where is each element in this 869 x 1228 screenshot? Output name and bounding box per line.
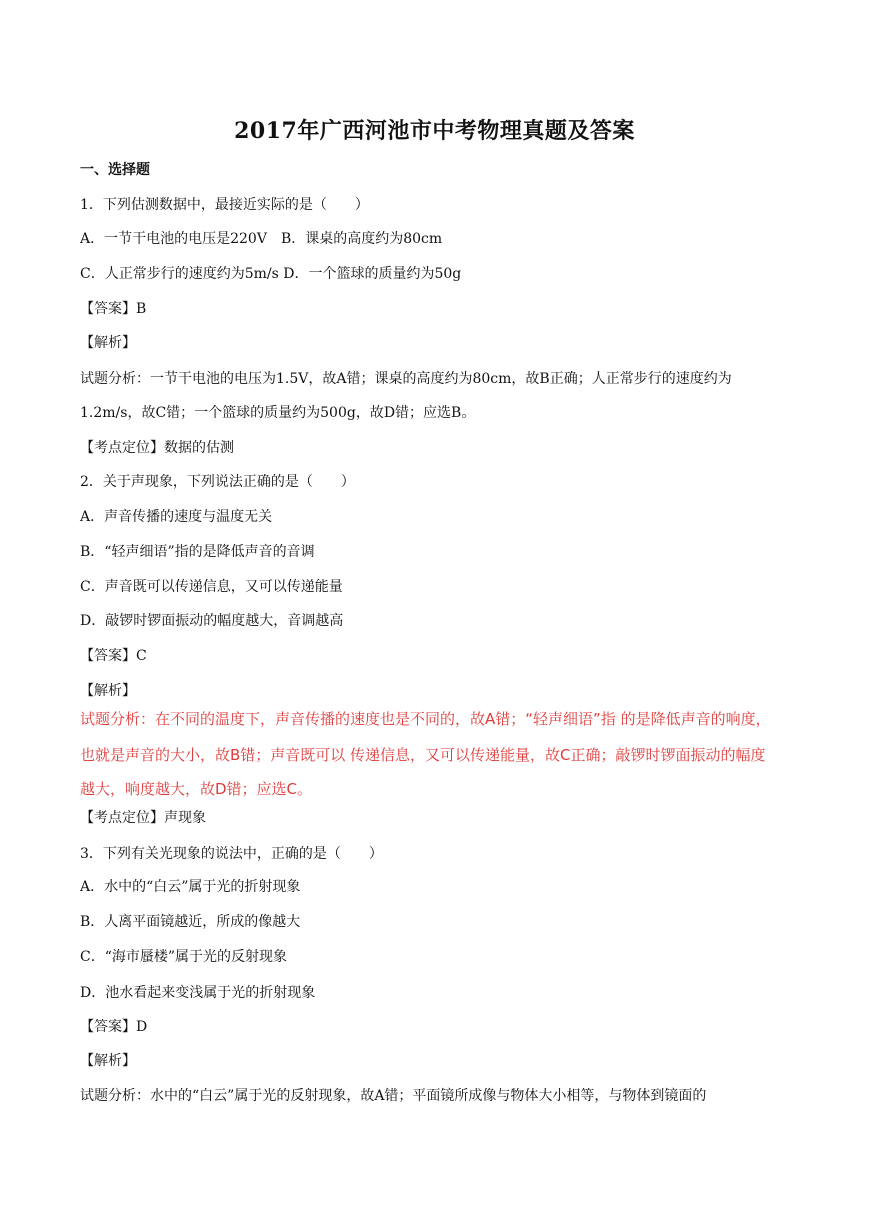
q2-analysis-line-3: 越大，响度越大，故D错；应选C。 (80, 780, 313, 798)
q2-stem: 2．关于声现象，下列说法正确的是（ ） (80, 474, 355, 490)
q3-option-d: D．池水看起来变浅属于光的折射现象 (80, 985, 316, 1001)
q1-analysis-line-2: 1.2m/s，故C错；一个篮球的质量约为500g，故D错；应选B。 (80, 405, 476, 421)
q2-analysis-line-1: 试题分析：在不同的温度下，声音传播的速度也是不同的，故A错；“轻声细语”指 的是降低声音的响度， (80, 710, 771, 728)
q2-knowledge-point: 【考点定位】声现象 (80, 810, 206, 826)
section-heading: 一、选择题 (80, 162, 150, 178)
q2-analysis-line-2: 也就是声音的大小，故B错；声音既可以 传递信息，又可以传递能量，故C正确；敲锣时锣面振动的幅度 (80, 746, 766, 764)
q3-option-c: C．“海市蜃楼”属于光的反射现象 (80, 949, 288, 965)
q2-option-b: B．“轻声细语”指的是降低声音的音调 (80, 544, 315, 560)
page-title: 2017年广西河池市中考物理真题及答案 (234, 118, 635, 144)
q2-option-a: A．声音传播的速度与温度无关 (80, 509, 273, 525)
q1-analysis-label: 【解析】 (80, 335, 136, 351)
q2-analysis-label: 【解析】 (80, 683, 136, 699)
q3-stem: 3．下列有关光现象的说法中，正确的是（ ） (80, 846, 383, 862)
q1-stem: 1．下列估测数据中，最接近实际的是（ ） (80, 197, 369, 213)
q1-options-ab: A．一节干电池的电压是220V B．课桌的高度约为80cm (80, 231, 443, 247)
q1-knowledge-point: 【考点定位】数据的估测 (80, 440, 234, 456)
q1-options-cd: C．人正常步行的速度约为5m/s D．一个篮球的质量约为50g (80, 266, 462, 282)
q3-analysis-label: 【解析】 (80, 1053, 136, 1069)
q2-option-d: D．敲锣时锣面振动的幅度越大，音调越高 (80, 613, 344, 629)
q3-option-b: B．人离平面镜越近，所成的像越大 (80, 914, 301, 930)
q3-answer: 【答案】D (80, 1019, 148, 1035)
q1-analysis-line-1: 试题分析：一节干电池的电压为1.5V，故A错；课桌的高度约为80cm，故B正确；人正常步行的速度约为 (80, 371, 732, 387)
q3-option-a: A．水中的“白云”属于光的折射现象 (80, 879, 301, 895)
q2-option-c: C．声音既可以传递信息，又可以传递能量 (80, 579, 343, 595)
q3-analysis-line-1: 试题分析：水中的“白云”属于光的反射现象，故A错；平面镜所成像与物体大小相等，与物体到镜面的 (80, 1088, 707, 1104)
q1-answer: 【答案】B (80, 301, 147, 317)
q2-answer: 【答案】C (80, 648, 147, 664)
